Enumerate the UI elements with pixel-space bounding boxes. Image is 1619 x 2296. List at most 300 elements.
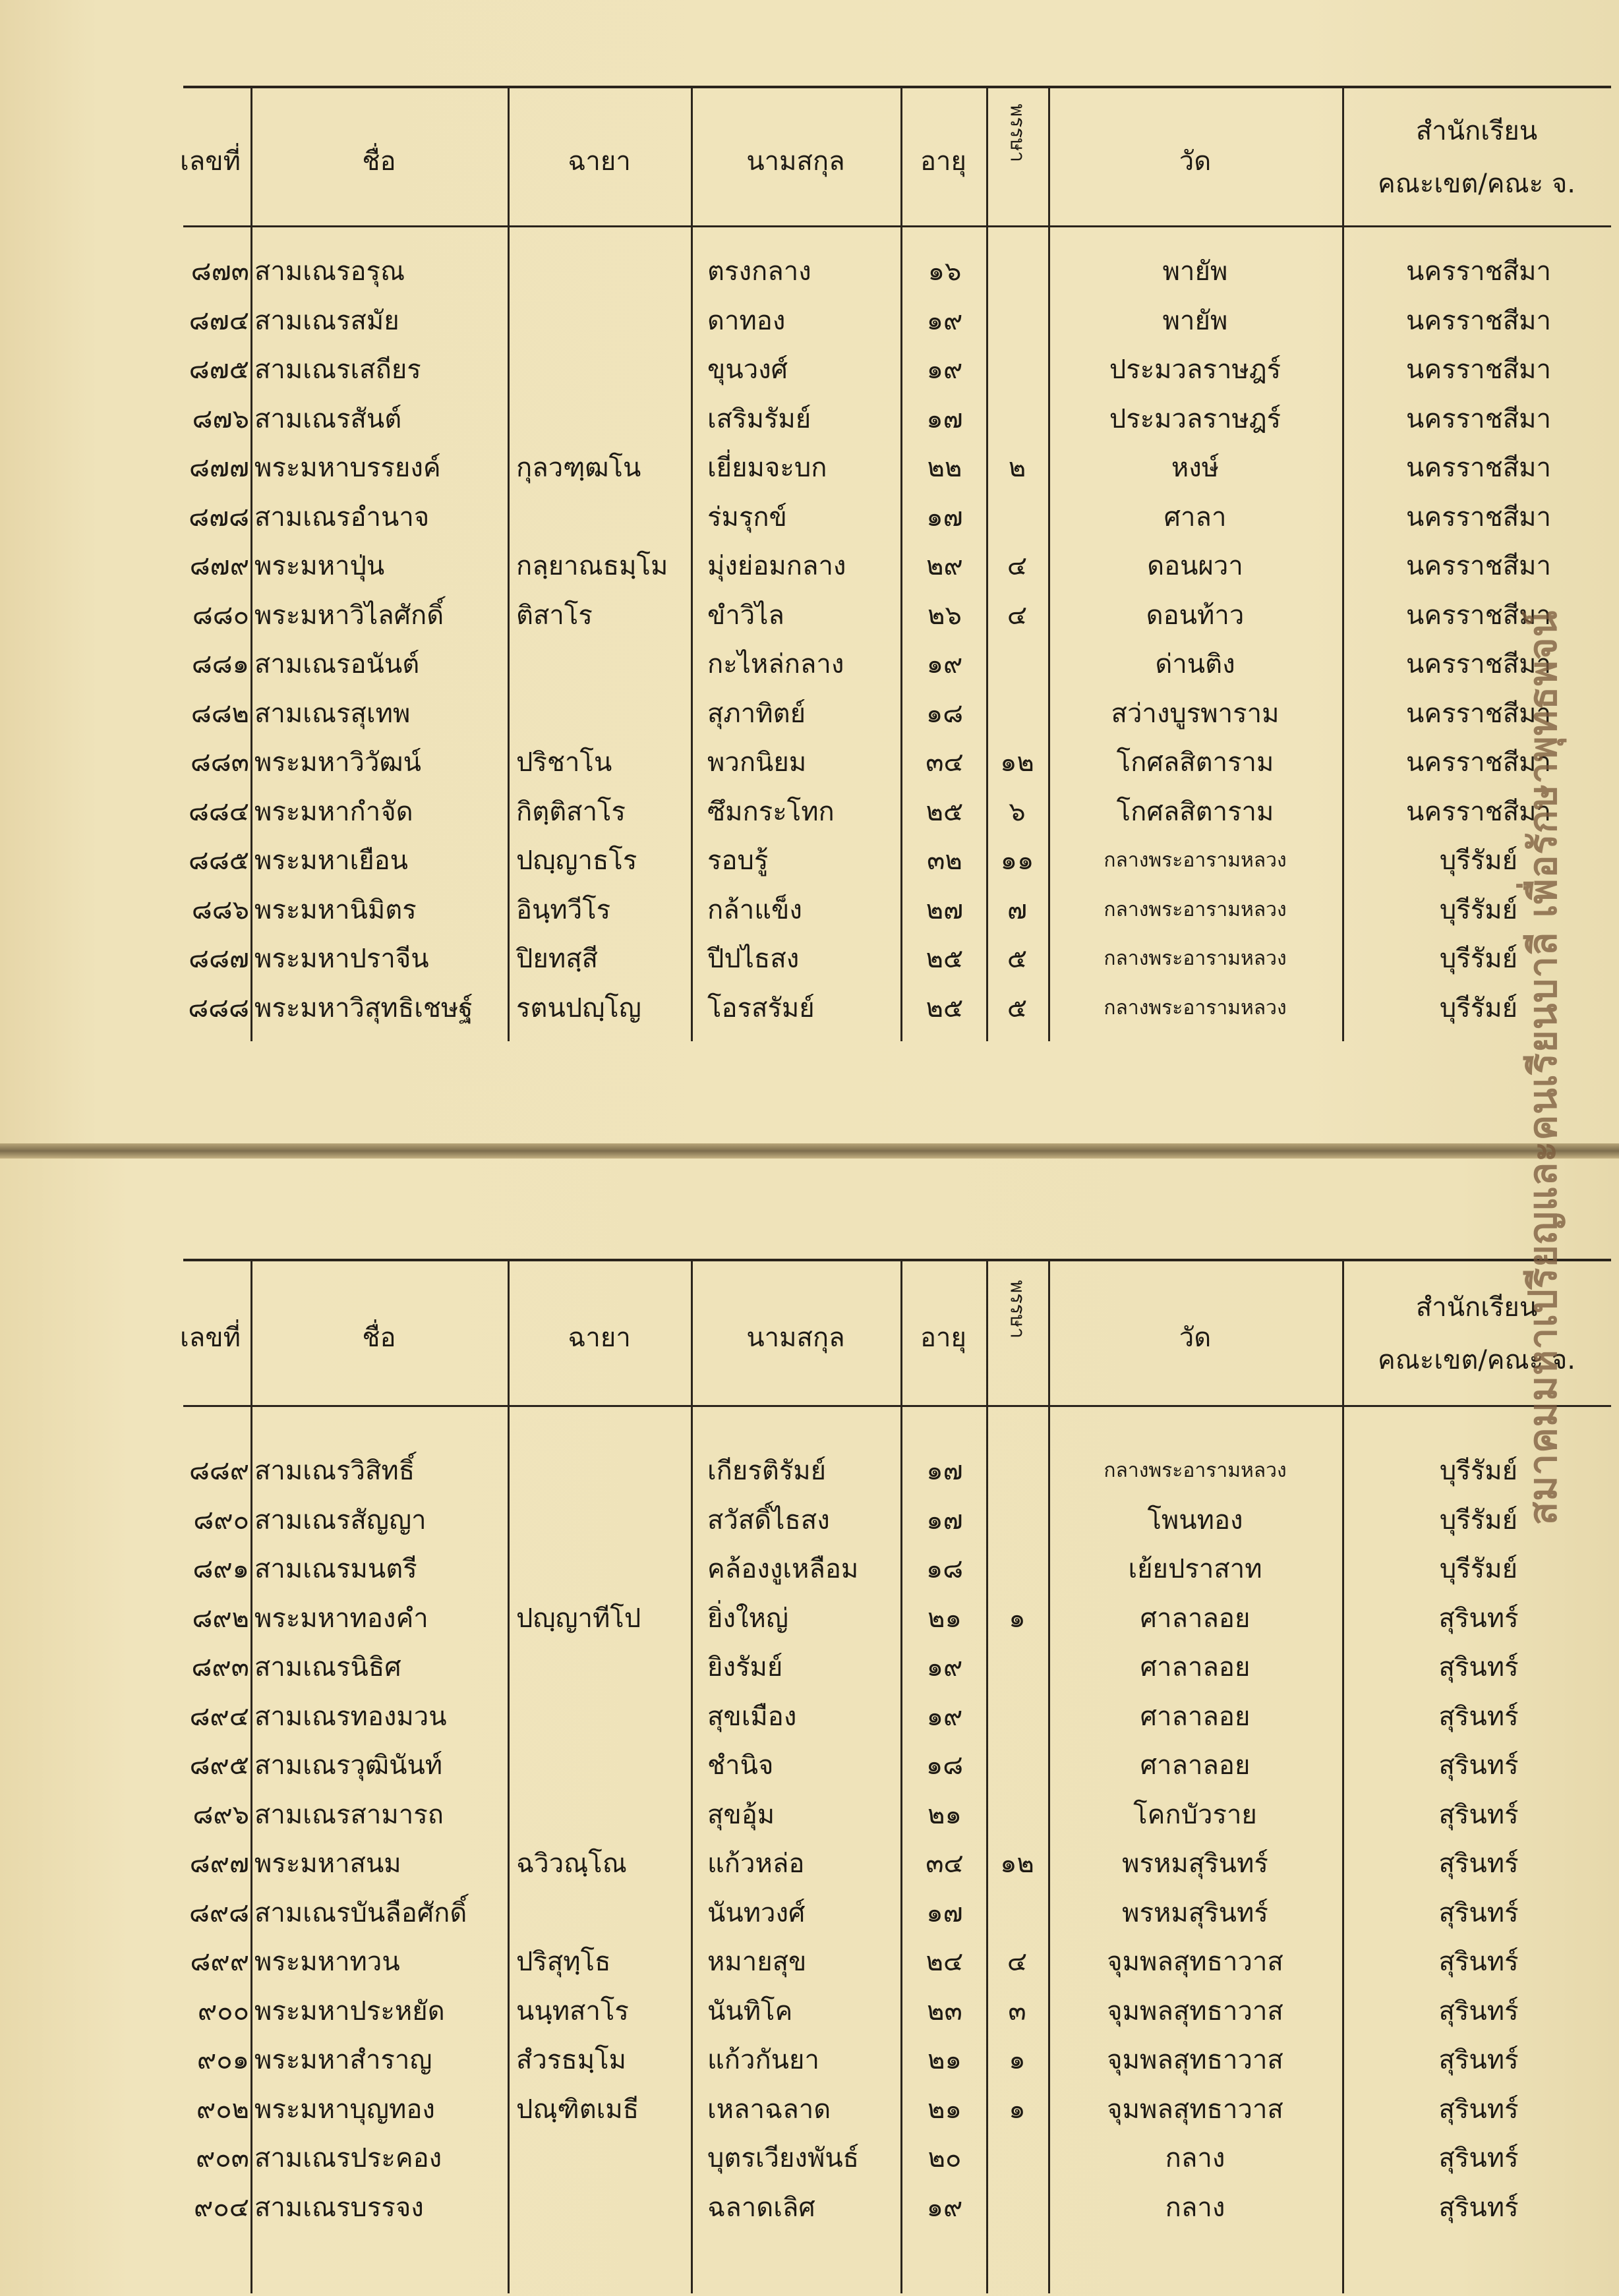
row-number: ๘๘๗: [189, 944, 249, 974]
row-wat: จุมพลสุทธาวาส: [1107, 2045, 1283, 2075]
row-age: ๒๑: [927, 2094, 962, 2125]
row-pansa: [991, 345, 1044, 394]
row-age: ๓๒: [927, 846, 962, 876]
row-wat: ศาลาลอย: [1140, 1652, 1251, 1682]
row-wat: กลางพระอารามหลวง: [1104, 947, 1287, 970]
row-chaya: ติสาโร: [516, 600, 593, 631]
row-surname: สุขเมือง: [707, 1701, 797, 1732]
table-row: [170, 1594, 1611, 1643]
row-name: พระมหาสนม: [254, 1849, 401, 1879]
row-name: สามเณรเสถียร: [254, 355, 421, 385]
row-age: ๒๑: [927, 1799, 962, 1830]
row-age: ๑๗: [926, 1456, 963, 1486]
row-chaya: กิตฺติสาโร: [516, 796, 626, 827]
row-pansa: [991, 1545, 1044, 1593]
row-surname: แก้วหล่อ: [707, 1849, 805, 1879]
row-office: สุรินทร์: [1438, 1849, 1519, 1879]
row-office: นครราชสีมา: [1406, 796, 1551, 827]
row-age: ๑๗: [926, 1505, 963, 1535]
row-office: นครราชสีมา: [1406, 698, 1551, 729]
row-age: ๑๗: [926, 403, 963, 434]
row-wat: หงษ์: [1171, 453, 1220, 483]
row-wat: สว่างบูรพาราม: [1111, 698, 1280, 729]
row-surname: มุ่งย่อมกลาง: [707, 551, 846, 581]
row-wat: โคกบัวราย: [1133, 1799, 1257, 1830]
row-pansa: [991, 297, 1044, 345]
row-wat: กลางพระอารามหลวง: [1104, 1459, 1287, 1482]
row-number: ๘๗๙: [189, 551, 249, 581]
header-chaya: ฉายา: [568, 146, 631, 177]
row-name: พระมหาประหยัด: [254, 1995, 445, 2026]
row-name: สามเณรประคอง: [254, 2143, 442, 2173]
row-chaya: รตนปญฺโญ: [516, 992, 641, 1023]
row-wat: พายัพ: [1162, 305, 1228, 336]
row-pansa: [991, 2134, 1044, 2183]
row-office: บุรีรัมย์: [1439, 992, 1518, 1023]
row-number: ๘๙๗: [189, 1849, 249, 1879]
row-office: บุรีรัมย์: [1439, 1456, 1518, 1486]
row-number: ๘๗๖: [192, 403, 249, 434]
table-row: [170, 1447, 1611, 1495]
row-chaya: ปญฺญาธโร: [516, 846, 637, 876]
row-number: ๘๙๘: [189, 1897, 249, 1928]
row-number: ๘๗๕: [189, 355, 249, 385]
row-office: บุรีรัมย์: [1439, 846, 1518, 876]
row-name: พระมหาสำราญ: [254, 2045, 432, 2075]
row-chaya: อินฺทวีโร: [516, 894, 611, 925]
row-pansa: ๑๑: [1000, 846, 1034, 876]
row-wat: ดอนท้าว: [1146, 600, 1245, 631]
table-row: [170, 2085, 1611, 2134]
watermark: [1520, 369, 1566, 1766]
row-surname: ขุนวงศ์: [707, 355, 788, 385]
row-number: ๘๘๑: [191, 649, 249, 679]
row-number: ๘๙๑: [192, 1554, 249, 1584]
table-row: [170, 1987, 1611, 2036]
row-name: พระมหาวิไลศักดิ์: [254, 600, 444, 631]
row-surname: เยี่ยมจะบก: [707, 453, 827, 483]
row-pansa: ๔: [1007, 551, 1028, 581]
row-wat: พายัพ: [1162, 256, 1228, 287]
row-surname: ดาทอง: [707, 305, 786, 336]
row-name: พระมหาวิสุทธิเชษฐ์: [254, 992, 473, 1023]
header-surname: นามสกุล: [746, 146, 845, 177]
row-pansa: [991, 1643, 1044, 1692]
table-row: [170, 247, 1611, 296]
header-name: ชื่อ: [362, 146, 396, 177]
header-no: เลขที่: [180, 146, 241, 177]
row-wat: กลางพระอารามหลวง: [1104, 849, 1287, 872]
row-name: สามเณรอรุณ: [254, 256, 405, 287]
row-surname: ซึมกระโทก: [707, 796, 835, 827]
row-office: สุรินทร์: [1438, 2192, 1519, 2223]
header-office-line1: สำนักเรียน: [1415, 1292, 1538, 1323]
table-row: [170, 738, 1611, 787]
row-pansa: ๔: [1007, 600, 1028, 631]
row-surname: คล้องงูเหลือม: [707, 1554, 859, 1584]
row-surname: แก้วกันยา: [707, 2045, 819, 2075]
row-name: พระมหาบุญทอง: [254, 2094, 435, 2125]
row-name: สามเณรบรรจง: [254, 2192, 424, 2223]
row-chaya: ปริสุทฺโธ: [516, 1947, 611, 1977]
row-name: พระมหานิมิตร: [254, 894, 417, 925]
row-surname: ยิงรัมย์: [707, 1652, 783, 1682]
row-number: ๘๘๓: [190, 747, 249, 778]
row-pansa: [991, 493, 1044, 542]
table-row: [170, 1791, 1611, 1839]
table-top-rule: [183, 1259, 1611, 1261]
row-name: สามเณรสมัย: [254, 305, 399, 336]
header-name: ชื่อ: [362, 1323, 396, 1353]
table-row: [170, 1741, 1611, 1790]
row-name: สามเณรสุเทพ: [254, 698, 411, 729]
row-surname: ยิ่งใหญ่: [707, 1603, 788, 1634]
row-number: ๘๘๔: [189, 796, 249, 827]
row-age: ๑๙: [926, 1701, 963, 1732]
table-row: [170, 2183, 1611, 2232]
row-name: พระมหาทวน: [254, 1947, 400, 1977]
row-office: บุรีรัมย์: [1439, 1554, 1518, 1584]
row-wat: โพนทอง: [1147, 1505, 1243, 1535]
row-number: ๘๗๔: [189, 305, 249, 336]
row-pansa: [991, 247, 1044, 296]
row-name: พระมหาวิวัฒน์: [254, 747, 421, 778]
row-wat: กลาง: [1165, 2192, 1225, 2223]
row-wat: ศาลา: [1163, 502, 1227, 532]
row-age: ๑๙: [926, 649, 963, 679]
row-office: นครราชสีมา: [1406, 256, 1551, 287]
header-wat: วัด: [1179, 146, 1212, 177]
header-office-line1: สำนักเรียน: [1415, 116, 1538, 146]
row-age: ๒๑: [927, 1603, 962, 1634]
monk-table-bottom: [170, 1259, 1611, 2293]
row-office: บุรีรัมย์: [1439, 944, 1518, 974]
row-office: สุรินทร์: [1438, 1701, 1519, 1732]
row-number: ๘๙๖: [192, 1799, 249, 1830]
row-wat: จุมพลสุทธาวาส: [1107, 1947, 1283, 1977]
header-office-line2: คณะเขต/คณะ จ.: [1377, 1345, 1576, 1375]
row-office: บุรีรัมย์: [1439, 894, 1518, 925]
row-office: สุรินทร์: [1438, 2094, 1519, 2125]
row-pansa: ๓: [1008, 1995, 1026, 2026]
row-wat: ดอนผวา: [1147, 551, 1243, 581]
book-gutter: [0, 1143, 1619, 1159]
table-row: [170, 984, 1611, 1033]
row-name: พระมหาทองคำ: [254, 1603, 428, 1634]
table-row: [170, 689, 1611, 738]
table-row: [170, 542, 1611, 590]
header-age: อายุ: [920, 146, 966, 177]
row-name: สามเณรวุฒินันท์: [254, 1750, 443, 1781]
row-pansa: ๑: [1009, 1603, 1026, 1634]
row-pansa: [991, 1791, 1044, 1839]
row-surname: เสริมรัมย์: [707, 403, 811, 434]
row-surname: รอบรู้: [707, 846, 769, 876]
row-wat: จุมพลสุทธาวาส: [1107, 2094, 1283, 2125]
row-wat: โกศลสิตาราม: [1116, 796, 1274, 827]
row-pansa: ๑: [1009, 2045, 1026, 2075]
bottom-page: [0, 1159, 1619, 2296]
row-surname: หมายสุข: [707, 1947, 807, 1977]
table-row: [170, 297, 1611, 345]
row-office: สุรินทร์: [1438, 1652, 1519, 1682]
row-pansa: [991, 1692, 1044, 1741]
row-number: ๙๐๒: [196, 2094, 249, 2125]
row-number: ๙๐๓: [195, 2143, 249, 2173]
monk-table-top: [170, 86, 1611, 1041]
row-pansa: [991, 395, 1044, 444]
header-chaya: ฉายา: [568, 1323, 631, 1353]
row-chaya: ปิยทสฺสี: [516, 944, 599, 974]
table-row: [170, 444, 1611, 492]
table-row: [170, 788, 1611, 836]
row-age: ๑๙: [926, 2192, 963, 2223]
row-number: ๘๙๕: [189, 1750, 249, 1781]
table-row: [170, 1545, 1611, 1593]
row-age: ๑๘: [926, 698, 964, 729]
row-number: ๙๐๑: [196, 2045, 249, 2075]
table-row: [170, 886, 1611, 934]
row-number: ๘๙๔: [189, 1701, 249, 1732]
row-name: พระมหาปราจีน: [254, 944, 429, 974]
top-page: [0, 0, 1619, 1143]
row-wat: กลาง: [1165, 2143, 1225, 2173]
row-surname: โอรสรัมย์: [707, 992, 815, 1023]
row-office: นครราชสีมา: [1406, 600, 1551, 631]
row-surname: เหลาฉลาด: [707, 2094, 831, 2125]
table-row: [170, 1889, 1611, 1937]
row-name: สามเณรนิธิศ: [254, 1652, 401, 1682]
table-row: [170, 640, 1611, 689]
row-surname: สุภาทิตย์: [707, 698, 806, 729]
row-age: ๑๙: [926, 1652, 963, 1682]
watermark-text: สมาคมมหาเปรียญและคนเรียนบาลี เพื่อรักษาพุทธพจน์: [1520, 610, 1566, 1526]
row-pansa: [991, 1496, 1044, 1545]
row-office: สุรินทร์: [1438, 1603, 1519, 1634]
header-wat: วัด: [1179, 1323, 1212, 1353]
row-number: ๘๘๐: [192, 600, 249, 631]
row-name: สามเณรอำนาจ: [254, 502, 430, 532]
row-surname: นันทวงศ์: [707, 1897, 806, 1928]
row-age: ๒๓: [927, 1995, 962, 2026]
table-row: [170, 836, 1611, 885]
row-surname: กล้าแข็ง: [707, 894, 802, 925]
row-surname: สุขอุ้ม: [707, 1799, 775, 1830]
header-pansa: พรรษา: [1005, 103, 1029, 163]
table-row: [170, 345, 1611, 394]
row-age: ๒๕: [926, 992, 964, 1023]
row-name: สามเณรทองมวน: [254, 1701, 447, 1732]
header-age: อายุ: [920, 1323, 966, 1353]
row-wat: กลางพระอารามหลวง: [1104, 996, 1287, 1019]
row-surname: นันทิโค: [707, 1995, 793, 2026]
row-office: นครราชสีมา: [1406, 453, 1551, 483]
row-name: พระมหากำจัด: [254, 796, 413, 827]
row-office: สุรินทร์: [1438, 1897, 1519, 1928]
row-pansa: ๖: [1009, 796, 1026, 827]
header-bottom-rule: [183, 225, 1611, 227]
row-office: สุรินทร์: [1438, 2045, 1519, 2075]
row-office: นครราชสีมา: [1406, 403, 1551, 434]
row-chaya: ปณฺฑิตเมธี: [516, 2094, 639, 2125]
table-row: [170, 1839, 1611, 1888]
row-wat: จุมพลสุทธาวาส: [1107, 1995, 1283, 2026]
row-number: ๘๘๕: [189, 846, 249, 876]
row-age: ๒๔: [926, 1947, 964, 1977]
row-age: ๑๗: [926, 1897, 963, 1928]
row-name: สามเณรสามารถ: [254, 1799, 444, 1830]
row-name: พระมหาเยือน: [254, 846, 409, 876]
row-office: สุรินทร์: [1438, 1995, 1519, 2026]
row-pansa: [991, 2183, 1044, 2232]
header-surname: นามสกุล: [746, 1323, 845, 1353]
row-wat: ศาลาลอย: [1140, 1701, 1251, 1732]
row-office: สุรินทร์: [1438, 2143, 1519, 2173]
table-row: [170, 934, 1611, 983]
row-number: ๘๘๙: [189, 1456, 249, 1486]
row-pansa: [991, 1447, 1044, 1495]
row-age: ๒๕: [926, 944, 964, 974]
table-row: [170, 2036, 1611, 2084]
row-pansa: ๑๒: [1000, 1849, 1034, 1879]
row-chaya: ปญฺญาทีโป: [516, 1603, 641, 1634]
header-bottom-rule: [183, 1405, 1611, 1407]
row-office: บุรีรัมย์: [1439, 1505, 1518, 1535]
row-age: ๒๙: [926, 551, 963, 581]
row-number: ๘๘๘: [188, 992, 249, 1023]
row-pansa: ๑๒: [1000, 747, 1034, 778]
row-number: ๘๘๖: [191, 894, 249, 925]
table-row: [170, 1496, 1611, 1545]
header-pansa: พรรษา: [1005, 1280, 1029, 1339]
table-row: [170, 1937, 1611, 1986]
row-name: สามเณรมนตรี: [254, 1554, 417, 1584]
row-surname: ปีปไธสง: [707, 944, 800, 974]
row-number: ๘๗๗: [189, 453, 249, 483]
row-surname: ตรงกลาง: [707, 256, 811, 287]
row-surname: เกียรติรัมย์: [707, 1456, 827, 1486]
table-top-rule: [183, 86, 1611, 88]
row-name: สามเณรวิสิทธิ์: [254, 1456, 415, 1486]
table-row: [170, 1692, 1611, 1741]
row-age: ๓๔: [926, 1849, 964, 1879]
row-age: ๒๒: [927, 453, 962, 483]
row-surname: ร่มรุกข์: [707, 502, 787, 532]
row-name: สามเณรสัญญา: [254, 1505, 427, 1535]
row-surname: กะไหล่กลาง: [707, 649, 844, 679]
row-number: ๙๐๔: [194, 2192, 249, 2223]
row-office: สุรินทร์: [1438, 1799, 1519, 1830]
row-wat: ศาลาลอย: [1140, 1603, 1251, 1634]
row-age: ๒๕: [926, 796, 964, 827]
row-number: ๘๙๐: [193, 1505, 249, 1535]
table-row: [170, 395, 1611, 444]
table-row: [170, 2134, 1611, 2183]
table-row: [170, 591, 1611, 640]
row-surname: พวกนิยม: [707, 747, 807, 778]
row-age: ๓๔: [926, 747, 964, 778]
row-age: ๑๗: [926, 502, 963, 532]
row-office: สุรินทร์: [1438, 1750, 1519, 1781]
row-wat: เย้ยปราสาท: [1128, 1554, 1262, 1584]
row-pansa: ๑: [1009, 2094, 1026, 2125]
row-pansa: [991, 1889, 1044, 1937]
row-wat: ด่านติง: [1155, 649, 1235, 679]
row-wat: ศาลาลอย: [1140, 1750, 1251, 1781]
header-no: เลขที่: [180, 1323, 241, 1353]
row-age: ๑๙: [926, 355, 963, 385]
row-chaya: นนฺทสาโร: [516, 1995, 629, 2026]
row-office: นครราชสีมา: [1406, 747, 1551, 778]
row-chaya: ปริชาโน: [516, 747, 612, 778]
row-wat: กลางพระอารามหลวง: [1104, 898, 1287, 921]
row-number: ๘๙๓: [191, 1652, 249, 1682]
row-wat: พรหมสุรินทร์: [1122, 1897, 1268, 1928]
row-office: นครราชสีมา: [1406, 551, 1551, 581]
row-number: ๘๙๙: [190, 1947, 249, 1977]
row-name: พระมหาปุ่น: [254, 551, 385, 581]
row-pansa: ๗: [1007, 894, 1028, 925]
row-age: ๑๙: [926, 305, 963, 336]
row-pansa: [991, 640, 1044, 689]
row-chaya: ฉวิวณฺโณ: [516, 1849, 627, 1879]
row-chaya: กลฺยาณธมฺโม: [516, 551, 668, 581]
row-pansa: ๒: [1008, 453, 1026, 483]
row-age: ๑๘: [926, 1554, 964, 1584]
row-wat: ประมวลราษฎร์: [1109, 403, 1281, 434]
row-age: ๒๐: [927, 2143, 962, 2173]
row-office: นครราชสีมา: [1406, 305, 1551, 336]
row-number: ๘๗๓: [191, 256, 249, 287]
row-office: นครราชสีมา: [1406, 649, 1551, 679]
row-wat: โกศลสิตาราม: [1116, 747, 1274, 778]
row-age: ๒๖: [927, 600, 962, 631]
row-surname: ชำนิจ: [707, 1750, 774, 1781]
row-wat: พรหมสุรินทร์: [1122, 1849, 1268, 1879]
row-surname: ขำวิไล: [707, 600, 784, 631]
row-age: ๒๑: [927, 2045, 962, 2075]
row-age: ๑๘: [926, 1750, 964, 1781]
row-chaya: กุลวฑฺฒโน: [516, 453, 641, 483]
row-pansa: ๕: [1007, 992, 1028, 1023]
row-name: สามเณรสันต์: [254, 403, 402, 434]
row-number: ๘๘๒: [191, 698, 249, 729]
row-pansa: ๕: [1007, 944, 1028, 974]
row-office: นครราชสีมา: [1406, 502, 1551, 532]
row-name: สามเณรบันลือศักดิ์: [254, 1897, 467, 1928]
row-age: ๒๗: [926, 894, 964, 925]
row-surname: บุตรเวียงพันธ์: [707, 2143, 860, 2173]
row-number: ๘๗๘: [189, 502, 249, 532]
row-name: สามเณรอนันต์: [254, 649, 420, 679]
row-chaya: สํวรธมฺโม: [516, 2045, 626, 2075]
table-row: [170, 493, 1611, 542]
row-number: ๘๙๒: [192, 1603, 249, 1634]
row-pansa: [991, 1741, 1044, 1790]
row-office: นครราชสีมา: [1406, 355, 1551, 385]
row-name: พระมหาบรรยงค์: [254, 453, 441, 483]
row-pansa: ๔: [1007, 1947, 1028, 1977]
row-office: สุรินทร์: [1438, 1947, 1519, 1977]
header-office-line2: คณะเขต/คณะ จ.: [1377, 169, 1576, 199]
row-surname: ฉลาดเลิศ: [707, 2192, 815, 2223]
row-age: ๑๖: [927, 256, 962, 287]
row-wat: ประมวลราษฎร์: [1109, 355, 1281, 385]
table-row: [170, 1643, 1611, 1692]
row-surname: สวัสดิ์ไธสง: [707, 1505, 830, 1535]
row-pansa: [991, 689, 1044, 738]
row-number: ๙๐๐: [197, 1995, 249, 2026]
